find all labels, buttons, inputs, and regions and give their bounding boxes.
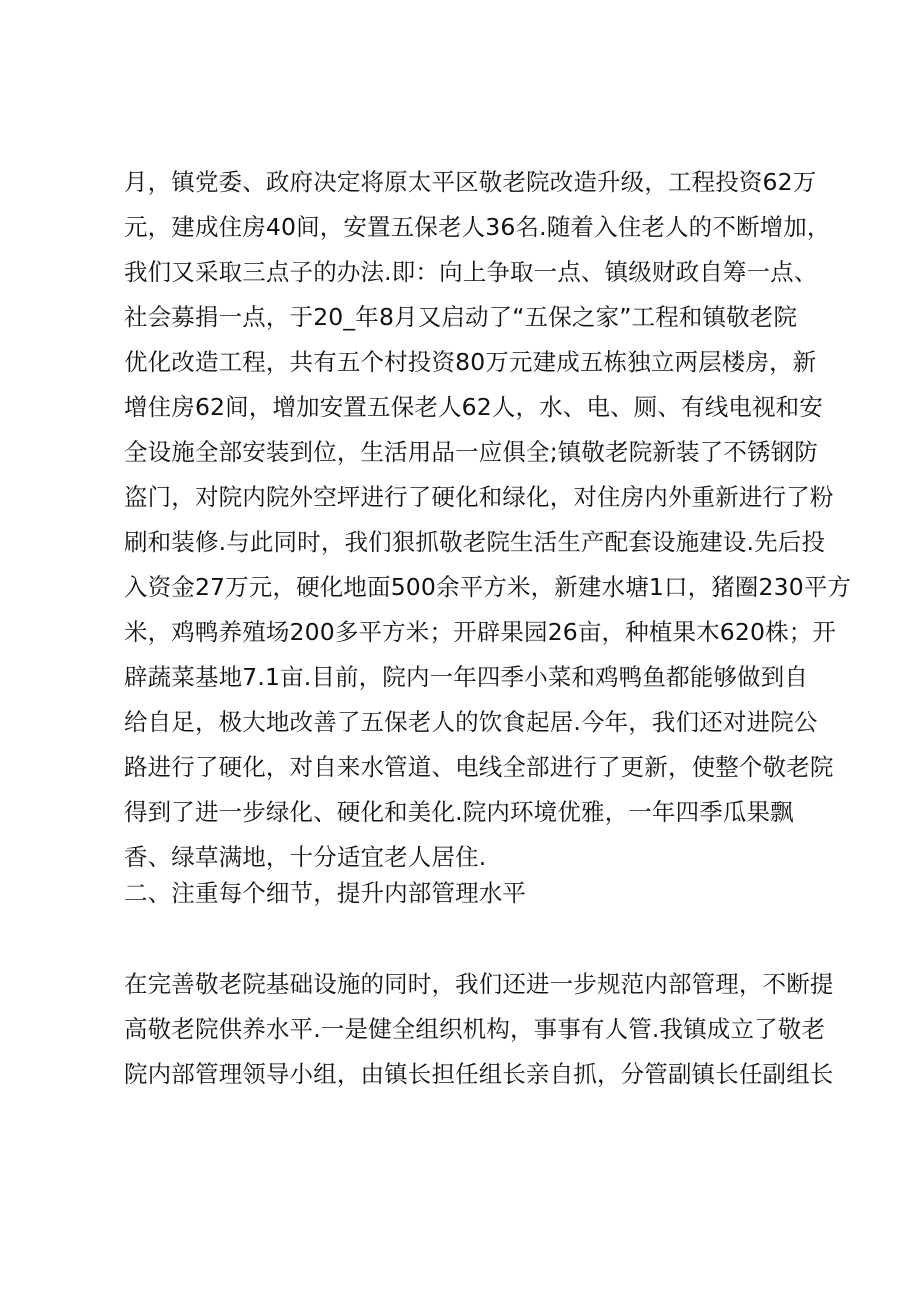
section-heading: 二、注重每个细节，提升内部管理水平 bbox=[124, 879, 527, 907]
paragraph-line: 路进行了硬化，对自来水管道、电线全部进行了更新，使整个敬老院 bbox=[124, 753, 834, 781]
paragraph-line: 米，鸡鸭养殖场200多平方米；开辟果园26亩，种植果木620株；开 bbox=[124, 618, 837, 646]
paragraph-line: 刷和装修.与此同时，我们狠抓敬老院生活生产配套设施建设.先后投 bbox=[124, 528, 826, 556]
paragraph-line: 元，建成住房40间，安置五保老人36名.随着入住老人的不断增加， bbox=[124, 213, 831, 241]
paragraph-line: 给自足，极大地改善了五保老人的饮食起居.今年，我们还对进院公 bbox=[124, 708, 818, 736]
paragraph-line: 月，镇党委、政府决定将原太平区敬老院改造升级，工程投资62万 bbox=[124, 168, 817, 196]
paragraph-line: 社会募捐一点，于20_年8月又启动了“五保之家”工程和镇敬老院 bbox=[124, 303, 798, 331]
paragraph-line: 在完善敬老院基础设施的同时，我们还进一步规范内部管理，不断提 bbox=[124, 970, 834, 998]
paragraph-line: 入资金27万元，硬化地面500余平方米，新建水塘1口，猪圈230平方 bbox=[124, 573, 852, 601]
paragraph-line: 全设施全部安装到位，生活用品一应俱全;镇敬老院新装了不锈钢防 bbox=[124, 438, 818, 466]
paragraph-line: 香、绿草满地，十分适宜老人居住. bbox=[124, 843, 487, 871]
paragraph-line: 增住房62间，增加安置五保老人62人，水、电、厕、有线电视和安 bbox=[124, 393, 823, 421]
paragraph-line: 我们又采取三点子的办法.即：向上争取一点、镇级财政自筹一点、 bbox=[124, 258, 818, 286]
paragraph-line: 高敬老院供养水平.一是健全组织机构，事事有人管.我镇成立了敬老 bbox=[124, 1015, 826, 1043]
paragraph-line: 院内部管理领导小组，由镇长担任组长亲自抓，分管副镇长任副组长 bbox=[124, 1060, 834, 1088]
paragraph-line: 得到了进一步绿化、硬化和美化.院内环境优雅，一年四季瓜果飘 bbox=[124, 798, 794, 826]
paragraph-line: 辟蔬菜基地7.1亩.目前，院内一年四季小菜和鸡鸭鱼都能够做到自 bbox=[124, 663, 808, 691]
paragraph-line: 优化改造工程，共有五个村投资80万元建成五栋独立两层楼房，新 bbox=[124, 348, 817, 376]
paragraph-line: 盗门，对院内院外空坪进行了硬化和绿化，对住房内外重新进行了粉 bbox=[124, 483, 834, 511]
